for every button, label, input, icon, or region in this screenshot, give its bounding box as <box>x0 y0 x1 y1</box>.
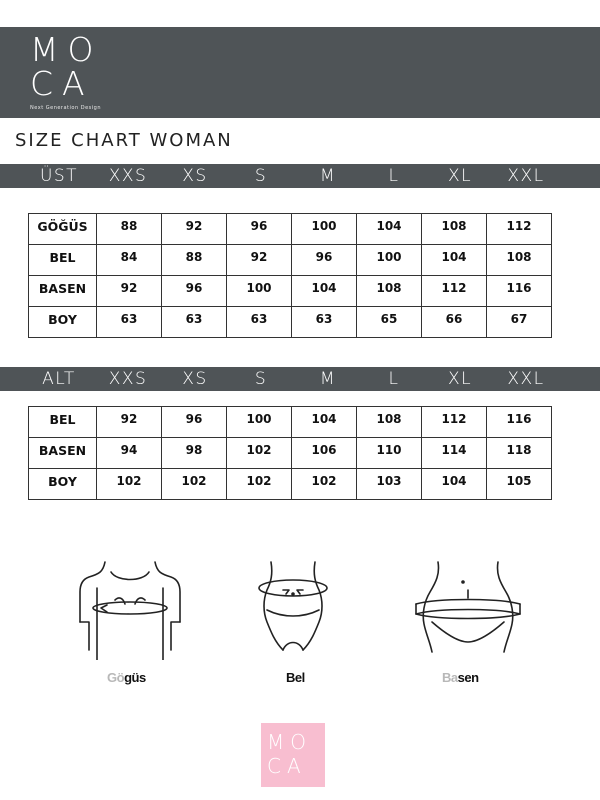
size-header: XS <box>182 369 208 389</box>
logo-line-1: MO <box>30 30 103 69</box>
badge-logo-line-2: CA <box>267 754 307 778</box>
hip-measurement-icon <box>408 560 528 655</box>
logo-line-2: CA <box>30 64 94 103</box>
table-cell: 106 <box>292 438 357 469</box>
table-cell: 102 <box>292 469 357 500</box>
chest-caption-dark: güs <box>124 670 146 685</box>
table-cell: 98 <box>162 438 227 469</box>
row-label: BEL <box>29 245 97 276</box>
table-cell: 108 <box>487 245 552 276</box>
table-cell: 96 <box>292 245 357 276</box>
table-cell: 100 <box>292 214 357 245</box>
table-cell: 92 <box>227 245 292 276</box>
waist-caption <box>286 670 305 685</box>
row-label: GÖĞÜS <box>29 214 97 245</box>
waist-measurement-icon <box>253 560 333 655</box>
size-header: XXL <box>507 369 545 389</box>
section-label-bottom: ALT <box>42 369 76 389</box>
size-header: L <box>388 369 400 389</box>
table-cell: 102 <box>162 469 227 500</box>
table-cell: 63 <box>292 307 357 338</box>
table-cell: 92 <box>97 276 162 307</box>
row-label: BOY <box>29 307 97 338</box>
top-size-header <box>0 164 600 188</box>
table-cell: 66 <box>422 307 487 338</box>
moca-logo <box>30 30 103 111</box>
size-header: M <box>319 369 337 389</box>
table-cell: 88 <box>97 214 162 245</box>
chest-measurement-icon <box>75 560 185 660</box>
table-cell: 104 <box>422 245 487 276</box>
table-cell: 96 <box>227 214 292 245</box>
table-cell: 100 <box>227 407 292 438</box>
table-row <box>29 214 552 245</box>
table-cell: 108 <box>357 276 422 307</box>
table-cell: 116 <box>487 276 552 307</box>
size-header: XL <box>447 166 473 186</box>
moca-badge-logo <box>261 723 325 787</box>
table-cell: 112 <box>422 407 487 438</box>
chest-caption <box>107 670 146 685</box>
table-cell: 116 <box>487 407 552 438</box>
row-label: BOY <box>29 469 97 500</box>
table-cell: 104 <box>292 276 357 307</box>
badge-logo-line-1: MO <box>267 730 312 754</box>
logo-tagline: Next Generation Design <box>30 105 101 111</box>
hip-caption <box>442 670 479 685</box>
table-row <box>29 407 552 438</box>
section-label-top: ÜST <box>39 166 79 186</box>
waist-caption-dark: Bel <box>286 670 305 685</box>
bottom-size-table <box>28 406 552 500</box>
table-cell: 63 <box>162 307 227 338</box>
table-row <box>29 245 552 276</box>
table-cell: 94 <box>97 438 162 469</box>
table-cell: 103 <box>357 469 422 500</box>
size-header: L <box>388 166 400 186</box>
table-cell: 102 <box>227 469 292 500</box>
table-cell: 104 <box>422 469 487 500</box>
size-header: XXL <box>507 166 545 186</box>
hip-caption-dark: sen <box>457 670 479 685</box>
table-cell: 112 <box>422 276 487 307</box>
hip-caption-light: Ba <box>442 670 458 685</box>
page-title: SIZE CHART WOMAN <box>15 130 233 151</box>
size-header: S <box>254 369 268 389</box>
table-cell: 112 <box>487 214 552 245</box>
table-cell: 104 <box>357 214 422 245</box>
table-cell: 108 <box>357 407 422 438</box>
table-cell: 114 <box>422 438 487 469</box>
table-cell: 67 <box>487 307 552 338</box>
table-cell: 88 <box>162 245 227 276</box>
table-cell: 105 <box>487 469 552 500</box>
top-size-table <box>28 213 552 338</box>
table-cell: 102 <box>227 438 292 469</box>
table-cell: 92 <box>162 214 227 245</box>
table-row <box>29 307 552 338</box>
size-header: XL <box>447 369 473 389</box>
table-cell: 100 <box>227 276 292 307</box>
table-cell: 96 <box>162 407 227 438</box>
chest-caption-light: Gö <box>107 670 125 685</box>
table-cell: 108 <box>422 214 487 245</box>
table-row <box>29 469 552 500</box>
table-row <box>29 438 552 469</box>
size-header: M <box>319 166 337 186</box>
size-header: S <box>254 166 268 186</box>
row-label: BASEN <box>29 276 97 307</box>
row-label: BEL <box>29 407 97 438</box>
table-cell: 118 <box>487 438 552 469</box>
table-cell: 63 <box>97 307 162 338</box>
table-cell: 110 <box>357 438 422 469</box>
row-label: BASEN <box>29 438 97 469</box>
table-cell: 96 <box>162 276 227 307</box>
header-banner <box>0 27 600 118</box>
size-header: XXS <box>108 369 148 389</box>
table-cell: 104 <box>292 407 357 438</box>
table-cell: 65 <box>357 307 422 338</box>
size-header: XXS <box>108 166 148 186</box>
table-cell: 102 <box>97 469 162 500</box>
table-cell: 63 <box>227 307 292 338</box>
table-cell: 92 <box>97 407 162 438</box>
table-cell: 84 <box>97 245 162 276</box>
bottom-size-header <box>0 367 600 391</box>
table-row <box>29 276 552 307</box>
size-header: XS <box>182 166 208 186</box>
table-cell: 100 <box>357 245 422 276</box>
